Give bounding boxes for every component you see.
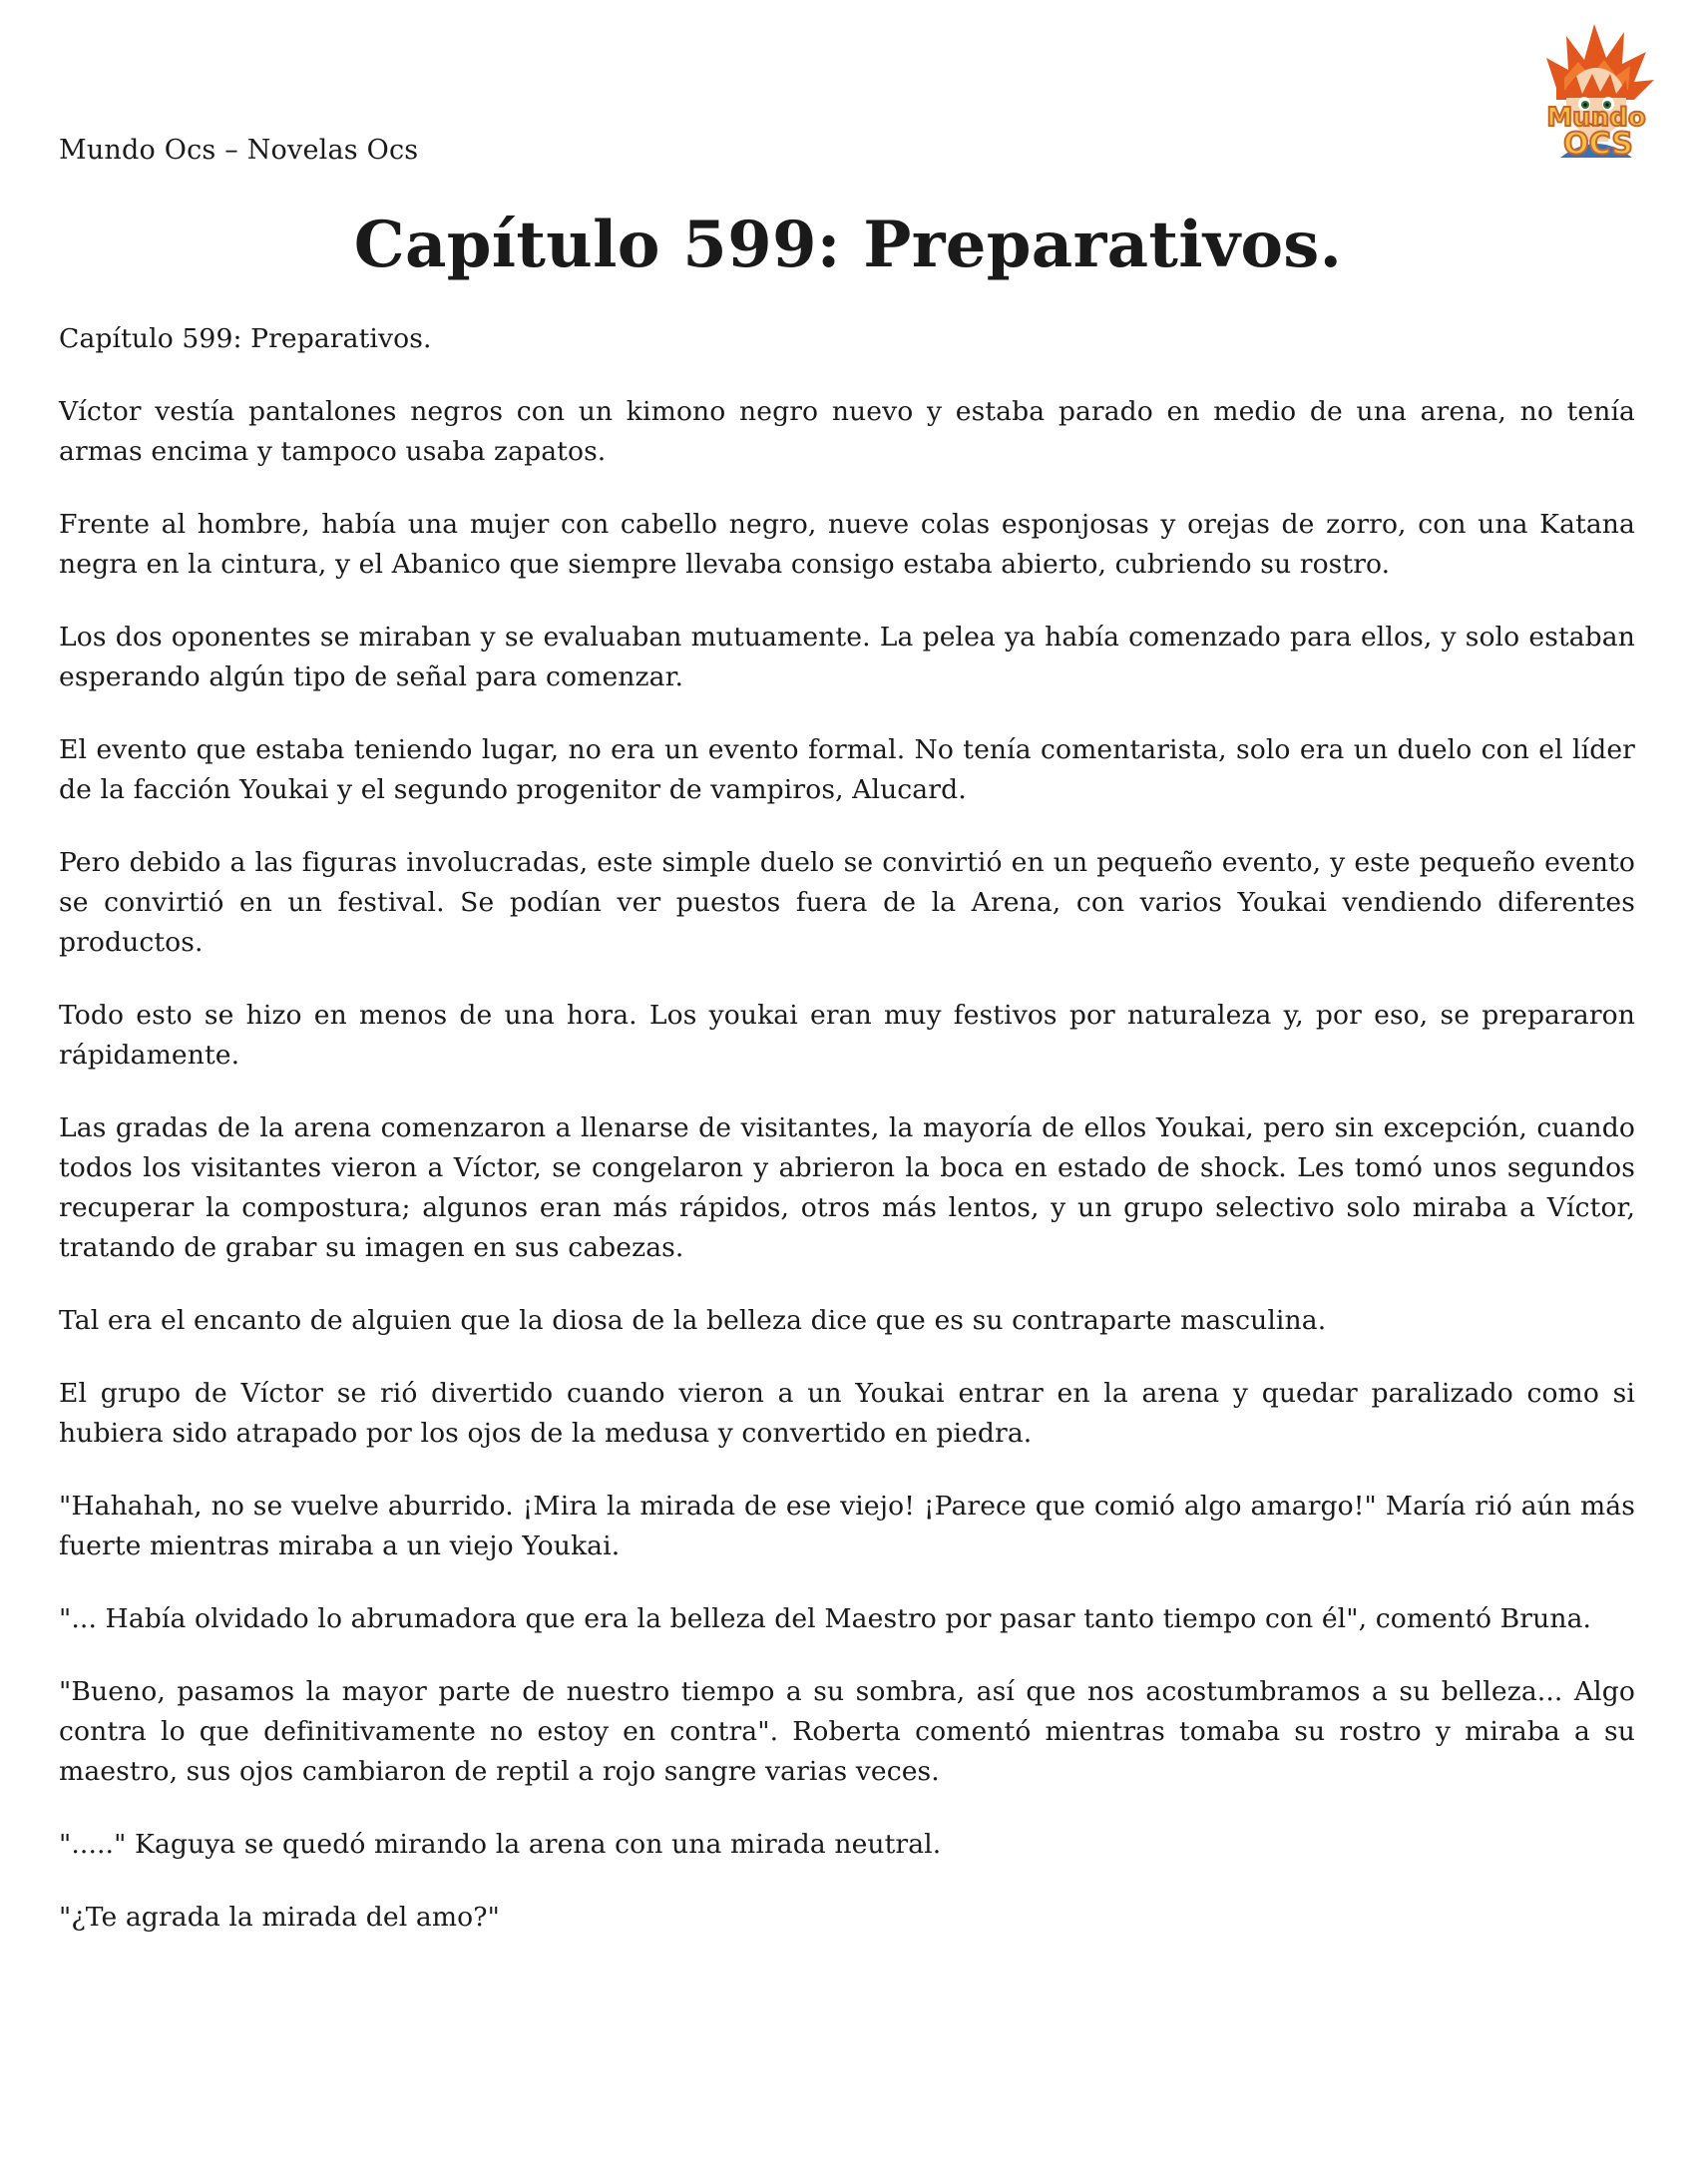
site-header: Mundo Ocs – Novelas Ocs <box>59 135 419 166</box>
paragraph: Los dos oponentes se miraban y se evaluaban mutuamente. La pelea ya había comenzado para ellos, y solo estaban esperando algún tipo de señal para comenzar. <box>59 622 1635 692</box>
paragraph: Las gradas de la arena comenzaron a llenarse de visitantes, la mayoría de ellos Youkai, pero sin excepción, cuando todos los visitantes vieron a Víctor, se congelaron y abrieron la boca en estado de shock. Les tomó unos segundos recuperar la compostura; algunos eran más rápidos, otros más lentos, y un grupo selectivo solo miraba a Víctor, tratando de grabar su imagen en sus cabezas. <box>59 1112 1635 1263</box>
paragraph: El grupo de Víctor se rió divertido cuando vieron a un Youkai entrar en la arena y quedar paralizado como si hubiera sido atrapado por los ojos de la medusa y convertido en piedra. <box>59 1378 1635 1449</box>
paragraph: "....." Kaguya se quedó mirando la arena con una mirada neutral. <box>59 1829 942 1860</box>
mundo-ocs-logo <box>1516 18 1676 168</box>
paragraph: Tal era el encanto de alguien que la diosa de la belleza dice que es su contraparte masculina. <box>59 1305 1327 1336</box>
paragraph: Capítulo 599: Preparativos. <box>59 323 432 354</box>
paragraph: Víctor vestía pantalones negros con un kimono negro nuevo y estaba parado en medio de una arena, no tenía armas encima y tampoco usaba zapatos. <box>59 396 1635 467</box>
chapter-title: Capítulo 599: Preparativos. <box>353 208 1343 282</box>
logo-text-bottom: OCS <box>1563 127 1633 162</box>
paragraph: "¿Te agrada la mirada del amo?" <box>59 1902 500 1933</box>
logo-text-top: Mundo <box>1546 103 1646 133</box>
paragraph: Todo esto se hizo en menos de una hora. Los youkai eran muy festivos por naturaleza y, por eso, se prepararon rápidamente. <box>59 1000 1635 1071</box>
paragraph: "Hahahah, no se vuelve aburrido. ¡Mira la mirada de ese viejo! ¡Parece que comió algo amargo!" María rió aún más fuerte mientras miraba a un viejo Youkai. <box>59 1491 1635 1561</box>
paragraph: Pero debido a las figuras involucradas, este simple duelo se convirtió en un pequeño evento, y este pequeño evento se convirtió en un festival. Se podían ver puestos fuera de la Arena, con varios Youkai vendiendo diferentes productos. <box>59 847 1635 958</box>
paragraph: Frente al hombre, había una mujer con cabello negro, nueve colas esponjosas y orejas de zorro, con una Katana negra en la cintura, y el Abanico que siempre llevaba consigo estaba abierto, cubriendo su rostro. <box>59 509 1635 580</box>
paragraph: "Bueno, pasamos la mayor parte de nuestro tiempo a su sombra, así que nos acostumbramos a su belleza... Algo contra lo que definitivamente no estoy en contra". Roberta comentó mientras tomaba su rostro y miraba a su maestro, sus ojos cambiaron de reptil a rojo sangre varias veces. <box>59 1676 1635 1787</box>
chapter-body <box>59 319 1635 1970</box>
paragraph: "... Había olvidado lo abrumadora que era la belleza del Maestro por pasar tanto tiempo con él", comentó Bruna. <box>59 1603 1592 1634</box>
paragraph: El evento que estaba teniendo lugar, no era un evento formal. No tenía comentarista, solo era un duelo con el líder de la facción Youkai y el segundo progenitor de vampiros, Alucard. <box>59 734 1635 805</box>
